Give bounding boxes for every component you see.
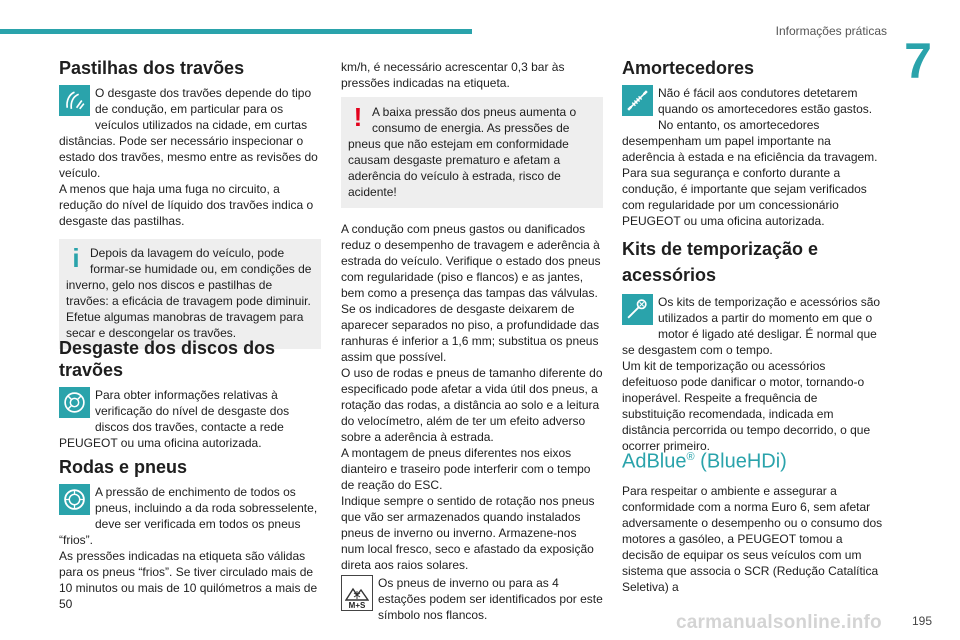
- heading-amortecedores: Amortecedores: [622, 58, 755, 78]
- heading-kits: Kits de temporização e acessórios: [622, 239, 819, 285]
- tyre-icon: [59, 484, 90, 515]
- info-note-text: Depois da lavagem do veículo, pode formar-se humidade ou, em condições de inverno, gelo nos discos e pastilhas de travões: a eficácia de travagem pode diminuir. Efetue algumas manobras de travagem para secar e descongelar os travões.: [66, 246, 312, 340]
- pneus-text-0: km/h, é necessário acrescentar 0,3 bar às pressões indicadas na etiqueta.: [341, 60, 565, 90]
- brake-pad-icon: [59, 85, 90, 116]
- heading-pastilhas: Pastilhas dos travões: [59, 58, 245, 78]
- watermark: carmanualsonline.info: [676, 612, 882, 633]
- heading-discos: Desgaste dos discos dos travões: [59, 338, 276, 380]
- pneus-text-4: A montagem de pneus diferentes nos eixos dianteiro e traseiro pode interferir com o tempo de reação do ESC.: [341, 446, 591, 492]
- amortecedores-text-2: Para sua segurança e conforto durante a condução, é importante que sejam verificados com regularidade por um concessionário PEUGEOT ou uma oficina autorizada.: [622, 166, 867, 228]
- info-note: [59, 239, 321, 349]
- warning-note-text: A baixa pressão dos pneus aumenta o consumo de energia. As pressões de pneus que não estejam em conformidade causam desgaste prematuro e afetam a aderência do veículo à estrada, risco de acidente!: [348, 105, 577, 199]
- heading-rodas: Rodas e pneus: [59, 457, 188, 477]
- section-amortecedores: [622, 57, 884, 229]
- discos-text: Para obter informações relativas à verificação do nível de desgaste dos discos dos travões, contacte a rede PEUGEOT ou uma oficina autorizada.: [59, 388, 290, 450]
- shock-absorber-icon: [622, 85, 653, 116]
- adblue-text: Para respeitar o ambiente e assegurar a conformidade com a norma Euro 6, sem afetar adversamente o desempenho ou o consumo dos motores a gasóleo, a PEUGEOT tomou a decisão de equipar os seus veículos com um sistema que associa o SCR (Redução Catalítica Seletiva) a: [622, 483, 883, 594]
- section-discos: [59, 337, 321, 451]
- pastilhas-text-2: A menos que haja uma fuga no circuito, a redução do nível de líquido dos travões indica o desgaste das pastilhas.: [59, 182, 314, 228]
- rodas-text-1: A pressão de enchimento de todos os pneus, incluindo a da roda sobresselente, deve ser verificada em todos os pneus “frios”.: [59, 485, 318, 547]
- pneus-text-3: O uso de rodas e pneus de tamanho diferente do especificado pode afetar a vida útil dos pneus, a rotação das rodas, a distância ao solo e a leitura do velocímetro, além de ter um efeito adverso sobre a aderência à estrada.: [341, 366, 603, 444]
- section-header-title: Informações práticas: [775, 24, 887, 38]
- section-pneus-cont: [341, 59, 603, 623]
- section-pastilhas: [59, 57, 321, 349]
- kits-text-1: Os kits de temporização e acessórios são utilizados a partir do momento em que o motor é ligado até desligar. É normal que se desgastem com o tempo.: [622, 295, 881, 357]
- page-number: 195: [912, 614, 933, 628]
- warning-icon: !: [353, 102, 363, 132]
- kits-text-2: Um kit de temporização ou acessórios defeituoso pode danificar o motor, tornando-o inoperável. Respeite a frequência de substituição recomendada, indicada em distância percorrida ou tempo decorrido, o que ocorrer primeiro.: [622, 359, 871, 453]
- section-rodas: [59, 456, 321, 612]
- chapter-number: 7: [904, 33, 932, 89]
- section-adblue: [622, 444, 884, 595]
- brake-disc-icon: [59, 387, 90, 418]
- pneus-text-1: A condução com pneus gastos ou danificados reduz o desempenho de travagem e aderência à estrada do veículo. Verifique o estado dos pneus com regularidade (piso e flancos) e as jantes, bem como a presença das tampas das válvulas.: [341, 222, 601, 300]
- section-kits: [622, 236, 884, 454]
- snow-symbol-label: M+S: [348, 601, 366, 610]
- header-accent-bar: [0, 29, 472, 34]
- pastilhas-text-1: O desgaste dos travões depende do tipo de condução, em particular para os veículos utilizados na cidade, em curtas distâncias. Pode ser necessário inspecionar o estado dos travões, mesmo entre as revisões do veículo.: [59, 86, 318, 180]
- amortecedores-text-1: Não é fácil aos condutores detetarem quando os amortecedores estão gastos. No entanto, os amortecedores desempenham um papel importante na aderência à estada e na eficiência da travagem.: [622, 86, 878, 164]
- heading-adblue: AdBlue® (BlueHDi): [622, 450, 787, 473]
- warning-note: [341, 97, 603, 208]
- pneus-text-5: Indique sempre o sentido de rotação nos pneus que vão ser armazenados quando instalados pneus de inverno ou inverno. Armazene-nos num local fresco, seco e afastado da exposição direta aos raios solares.: [341, 494, 595, 572]
- snowflake-mountain-icon: [341, 575, 373, 611]
- timing-kit-icon: [622, 294, 653, 325]
- rodas-text-2: As pressões indicadas na etiqueta são válidas para os pneus “frios”. Se tiver circulado mais de 10 minutos ou mais de 10 quilómetros a mais de 50: [59, 549, 318, 611]
- pneus-text-6: Os pneus de inverno ou para as 4 estações podem ser identificados por este símbolo nos flancos.: [378, 576, 603, 622]
- pneus-text-2: Se os indicadores de desgaste deixarem de aparecer separados no piso, a profundidade das ranhuras é inferior a 1,6 mm; substitua os pneus assim que possível.: [341, 302, 600, 364]
- info-icon: i: [72, 243, 80, 273]
